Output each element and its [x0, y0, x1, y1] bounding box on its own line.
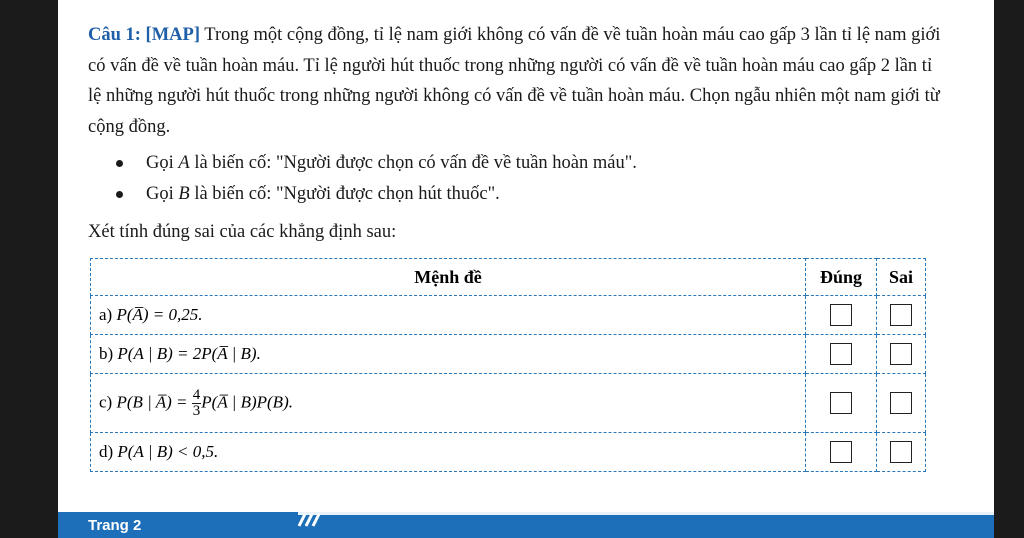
- true-checkbox[interactable]: [830, 343, 852, 365]
- question-block: [88, 20, 948, 247]
- bullet-prefix: Gọi: [146, 184, 179, 204]
- row-expression: P(A | B) < 0,5.: [117, 442, 219, 461]
- footer-divider: [298, 512, 994, 515]
- header-statement: Mệnh đề: [91, 259, 806, 296]
- true-cell: [806, 335, 877, 374]
- table-row: [91, 296, 926, 335]
- bullet-text: là biến cố: "Người được chọn có vấn đề về tuần hoàn máu".: [189, 153, 637, 173]
- question-text: Trong một cộng đồng, tỉ lệ nam giới không có vấn đề về tuần hoàn máu cao gấp 3 lần tỉ lệ nam giới có vấn đề về tuần hoàn máu. Tỉ lệ người hút thuốc trong những người có vấn đề về tuần hoàn máu cao gấp 2 lần tỉ lệ những người hút thuốc trong những người không có vấn đề về tuần hoàn máu. Chọn ngẫu nhiên một nam giới từ cộng đồng.: [88, 25, 941, 137]
- event-variable: B: [178, 184, 190, 204]
- table-row: [91, 433, 926, 472]
- row-expression: P(B | A̅) =: [116, 391, 192, 411]
- event-list: [88, 148, 948, 210]
- false-cell: [877, 296, 926, 335]
- row-label: d): [99, 442, 114, 461]
- false-cell: [877, 374, 926, 433]
- true-cell: [806, 374, 877, 433]
- true-cell: [806, 296, 877, 335]
- list-item: [88, 179, 948, 210]
- row-label: b): [99, 344, 114, 363]
- false-cell: [877, 433, 926, 472]
- table-row: [91, 335, 926, 374]
- fraction: [192, 388, 202, 419]
- row-label: c): [99, 391, 113, 411]
- statement-cell: [91, 335, 806, 374]
- bullet-prefix: Gọi: [146, 153, 179, 173]
- statement-cell: [91, 374, 806, 433]
- table-header-row: [91, 259, 926, 296]
- header-false: Sai: [877, 259, 926, 296]
- true-checkbox[interactable]: [830, 392, 852, 414]
- true-checkbox[interactable]: [830, 441, 852, 463]
- statement-table: [90, 258, 926, 472]
- false-checkbox[interactable]: [890, 343, 912, 365]
- instruction-text: Xét tính đúng sai của các khẳng định sau:: [88, 222, 397, 242]
- false-checkbox[interactable]: [890, 392, 912, 414]
- question-paragraph: [88, 20, 948, 142]
- statement-cell: [91, 296, 806, 335]
- table-row: [91, 374, 926, 433]
- slash-decoration-icon: [291, 513, 331, 527]
- bullet-text: là biến cố: "Người được chọn hút thuốc".: [189, 184, 500, 204]
- false-cell: [877, 335, 926, 374]
- page-number: Trang 2: [88, 517, 142, 534]
- question-label: Câu 1: [MAP]: [88, 25, 201, 45]
- document-page: [58, 0, 994, 538]
- footer-band: [58, 512, 994, 538]
- row-expression: P(A̅) = 0,25.: [116, 305, 203, 324]
- fraction-numerator: 4: [192, 386, 201, 403]
- list-item: [88, 148, 948, 179]
- header-true: Đúng: [806, 259, 877, 296]
- row-expression: P(A | B) = 2P(A̅ | B).: [117, 344, 261, 363]
- statement-cell: [91, 433, 806, 472]
- event-variable: A: [178, 153, 190, 173]
- false-checkbox[interactable]: [890, 304, 912, 326]
- true-cell: [806, 433, 877, 472]
- row-label: a): [99, 305, 113, 324]
- false-checkbox[interactable]: [890, 441, 912, 463]
- row-expression-tail: P(A̅ | B)P(B).: [201, 391, 293, 411]
- true-checkbox[interactable]: [830, 304, 852, 326]
- fraction-denominator: 3: [192, 402, 201, 419]
